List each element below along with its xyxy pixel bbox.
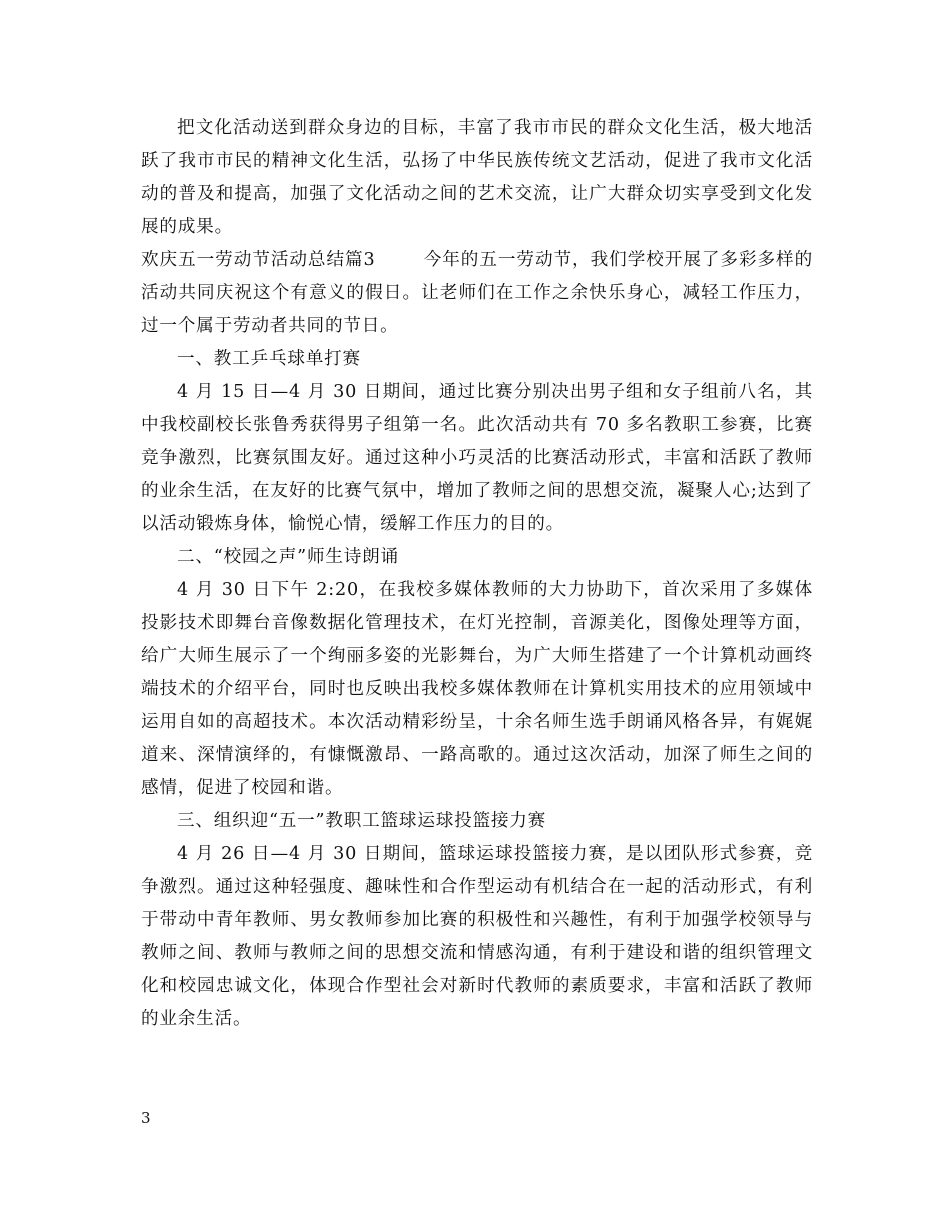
article-intro-text: 今年的五一劳动节，我们学校开展了多彩多样的活动共同庆祝这个有意义的假日。让老师们在工作之余快乐身心，减轻工作压力，过一个属于劳动者共同的节日。 [141,250,813,336]
paragraph-poetry-reading: 4 月 30 日下午 2:20，在我校多媒体教师的大力协助下，首次采用了多媒体投影技术即舞台音像数据化管理技术，在灯光控制，音源美化，图像处理等方面，给广大师生展示了一个绚丽多姿的光影舞台，为广大师生搭建了一个计算机动画终端技术的介绍平台，同时也反映出我校多媒体教师在计算机实用技术的应用领域中运用自如的高超技术。本次活动精彩纷呈，十余名师生选手朗诵风格各异，有娓娓道来、深情演绎的，有慷慨激昂、一路高歌的。通过这次活动，加深了师生之间的感情，促进了校园和谐。 [141,580,813,798]
paragraph-basketball-relay: 4 月 26 日—4 月 30 日期间，篮球运球投篮接力赛，是以团队形式参赛，竞争激烈。通过这种轻强度、趣味性和合作型运动有机结合在一起的活动形式，有利于带动中青年教师、男女教师参加比赛的积极性和兴趣性，有利于加强学校领导与教师之间、教师与教师之间的思想交流和情感沟通，有利于建设和谐的组织管理文化和校园忠诚文化，体现合作型社会对新时代教师的素质要求，丰富和活跃了教师的业余生活。 [141,844,813,1029]
page-number: 3 [141,1109,151,1127]
paragraph-culture-summary: 把文化活动送到群众身边的目标，丰富了我市市民的群众文化生活，极大地活跃了我市市民的精神文化生活，弘扬了中华民族传统文艺活动，促进了我市文化活动的普及和提高，加强了文化活动之间的艺术交流，让广大群众切实享受到文化发展的成果。 [141,118,813,237]
paragraph-article-intro [141,244,813,343]
section-heading-table-tennis: 一、教工乒乓球单打赛 [177,349,361,369]
article-title: 欢庆五一劳动节活动总结篇3 [141,250,376,270]
paragraph-table-tennis: 4 月 15 日—4 月 30 日期间，通过比赛分别决出男子组和女子组前八名，其中我校副校长张鲁秀获得男子组第一名。此次活动共有 70 多名教职工参赛，比赛竞争激烈，比赛氛围友好。通过这种小巧灵活的比赛活动形式，丰富和活跃了教师的业余生活，在友好的比赛气氛中，增加了教师之间的思想交流，凝聚人心;达到了以活动锻炼身体，愉悦心情，缓解工作压力的目的。 [141,382,813,534]
section-heading-basketball-relay: 三、组织迎“五一”教职工篮球运球投篮接力赛 [177,811,547,831]
document-body [141,112,813,1036]
section-heading-poetry-reading: 二、“校园之声”师生诗朗诵 [177,547,399,567]
